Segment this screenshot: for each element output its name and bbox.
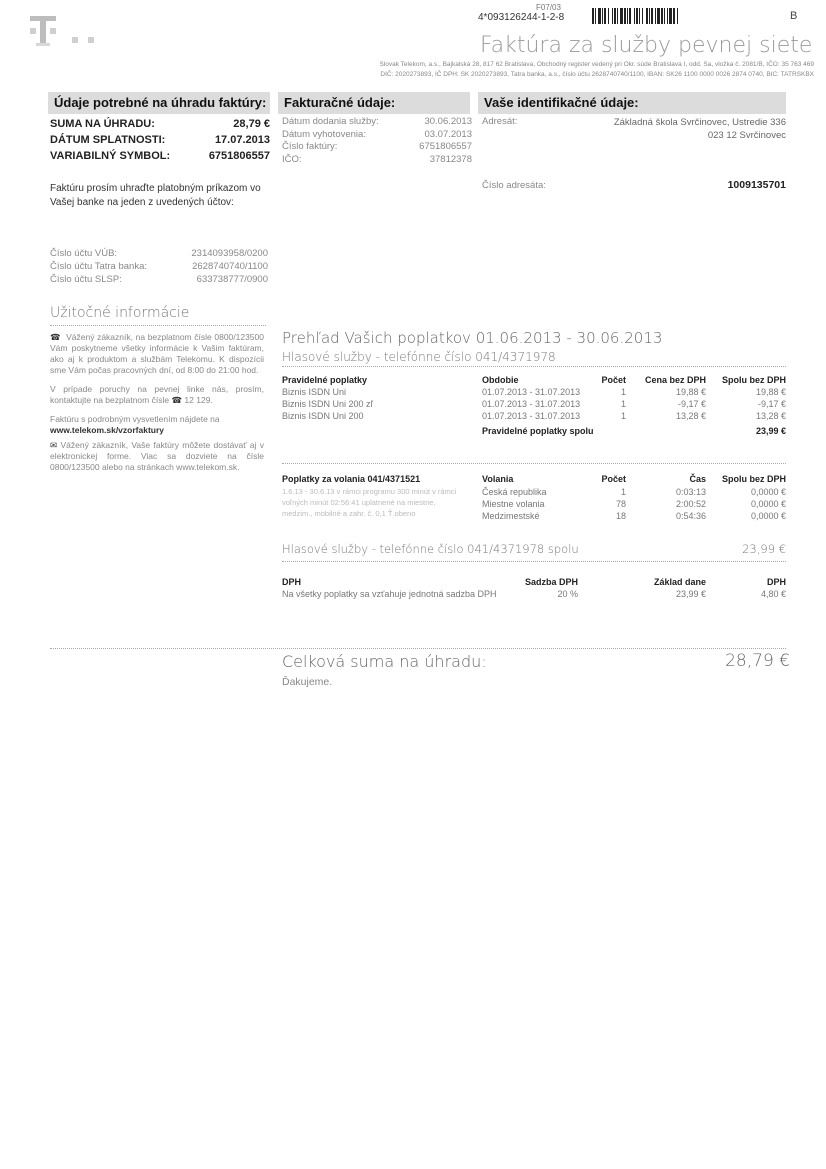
phone-icon: ☎ — [50, 332, 61, 342]
payment-row-due-date: DÁTUM SPLATNOSTI: 17.07.2013 — [50, 134, 270, 146]
recipient-number: 1009135701 — [727, 179, 786, 191]
regular-charges-table — [282, 374, 786, 437]
info-divider — [50, 325, 266, 326]
sample-invoice-link[interactable]: www.telekom.sk/vzorfaktury — [50, 425, 165, 435]
barcode-number: 4*093126244-1-2-8 — [478, 12, 565, 23]
summary-divider — [50, 648, 786, 649]
info-text: ☎ Vážený zákazník, na bezplatnom čísle 0800/123500 Vám poskytneme všetky informácie k Vašim faktúram, ako aj k produktom a službám Telekomu. K dispozícii sme Vám počas pracovných dní, od 8:00 do 21:00 hod. V prípade poruchy na pevnej linke nás, prosím, kontaktujte na bezplatnom čísle ☎ 12 129. Faktúru s podrobným vysvetlením nájdete na www.telekom.sk/vzorfaktury ✉ Vážený zákazník, Vaše faktúry môžete dostávať aj v elektronickej forme. Viac sa dozviete na čísle 0800/123500 alebo na stránkach www.telekom.sk. — [50, 332, 264, 472]
table-row: Biznis ISDN Uni 200 01.07.2013 - 31.07.2013 1 13,28 € 13,28 € — [282, 411, 786, 421]
company-info-line2: DIČ: 2020273893, IČ DPH: SK 2020273893, Tatra banka, a.s., číslo účtu 2628740740/1100, IBAN: SK26 1100 0000 0026 2874 0740, BIC: TATRSKBX — [380, 71, 814, 78]
calls-divider — [282, 463, 786, 464]
regular-charges-total: Pravidelné poplatky spolu 23,99 € — [482, 426, 786, 436]
barcode — [592, 8, 770, 24]
document-title: Faktúra za služby pevnej siete — [480, 33, 813, 58]
calls-rows — [482, 486, 786, 522]
invoice-row-number: Číslo faktúry: 6751806557 — [282, 141, 472, 152]
account-slsp: Číslo účtu SLSP: 633738777/0900 — [50, 274, 268, 285]
invoice-row-issued: Dátum vyhotovenia: 03.07.2013 — [282, 128, 472, 140]
section-total-label: Hlasové služby - telefónne číslo 041/4371978 spolu — [282, 542, 579, 556]
company-info-line1: Slovak Telekom, a.s., Bajkalská 28, 817 62 Bratislava, Obchodný register vedený pri Okr. súde Bratislava I, odd. Sa, vložka č. 2081/B, IČO: 35 763 469 — [379, 61, 814, 68]
invoice-row-delivery: Dátum dodania služby: 30.06.2013 — [282, 116, 472, 127]
calls-head: Poplatky za volania 041/4371521 Volania Počet Čas Spolu bez DPH — [282, 474, 786, 484]
form-code: F07/03 — [536, 3, 561, 12]
overview-divider — [282, 366, 786, 367]
bank-accounts — [50, 247, 268, 286]
invoice-rows — [282, 116, 472, 166]
overview-title: Prehľad Vašich poplatkov 01.06.2013 - 30.06.2013 — [282, 329, 663, 347]
calls-note: 1.6.13 - 30.6.13 v rámci programu 300 minút v rámci voľných minút 02:56:41 uplatnené na miestne, medzim., mobilné a zahr. č. 0,1 Ť.obeno — [282, 487, 457, 518]
table-row: Česká republika 1 0:03:13 0,0000 € — [482, 487, 786, 497]
payment-note: Faktúru prosím uhraďte platobným príkazom vo Vašej banke na jeden z uvedených účtov: — [50, 183, 261, 208]
section-total-value: 23,99 € — [742, 542, 786, 556]
invoice-header: Fakturačné údaje: — [278, 92, 470, 114]
mail-icon: ✉ — [50, 440, 58, 450]
invoice-row-ico: IČO: 37812378 — [282, 153, 472, 165]
phone-icon: ☎ — [171, 395, 183, 405]
recipient-number-label: Číslo adresáta: — [482, 180, 546, 191]
thanks: Ďakujeme. — [282, 676, 333, 688]
vat-divider — [282, 561, 786, 562]
table-row: Medzimestské 18 0:54:36 0,0000 € — [482, 511, 786, 521]
vat-table — [282, 576, 786, 600]
payment-rows — [50, 118, 270, 166]
regular-charges-head: Pravidelné poplatky Obdobie Počet Cena bez DPH Spolu bez DPH — [282, 375, 786, 385]
total-label: Celková suma na úhradu: — [282, 652, 487, 671]
total-value: 28,79 € — [725, 651, 790, 671]
payment-row-variable-symbol: VARIABILNÝ SYMBOL: 6751806557 — [50, 150, 270, 162]
account-vub: Číslo účtu VÚB: 2314093958/0200 — [50, 248, 268, 259]
vat-head: DPH Sadzba DPH Základ dane DPH — [282, 577, 786, 587]
overview-subtitle: Hlasové služby - telefónne číslo 041/4371978 — [282, 350, 556, 364]
table-row: Biznis ISDN Uni 01.07.2013 - 31.07.2013 1 19,88 € 19,88 € — [282, 387, 786, 397]
table-row: Biznis ISDN Uni 200 zľ 01.07.2013 - 31.07.2013 1 -9,17 € -9,17 € — [282, 399, 786, 409]
ident-header: Vaše identifikačné údaje: — [478, 92, 786, 114]
calls-table — [282, 473, 786, 485]
table-row: Na všetky poplatky sa vzťahuje jednotná sadzba DPH 20 % 23,99 € 4,80 € — [282, 589, 786, 599]
payment-row-amount: SUMA NA ÚHRADU: 28,79 € — [50, 118, 270, 130]
recipient-label: Adresát: — [482, 116, 518, 127]
table-row: Miestne volania 78 2:00:52 0,0000 € — [482, 499, 786, 509]
payment-header: Údaje potrebné na úhradu faktúry: — [48, 92, 270, 114]
telekom-logo — [28, 14, 118, 48]
recipient-address: Základná škola Svrčinovec, Ustredie 336 023 12 Svrčinovec — [613, 117, 786, 141]
corner-letter: B — [790, 10, 798, 22]
info-title: Užitočné informácie — [50, 305, 190, 321]
account-tatra: Číslo účtu Tatra banka: 2628740740/1100 — [50, 261, 268, 272]
